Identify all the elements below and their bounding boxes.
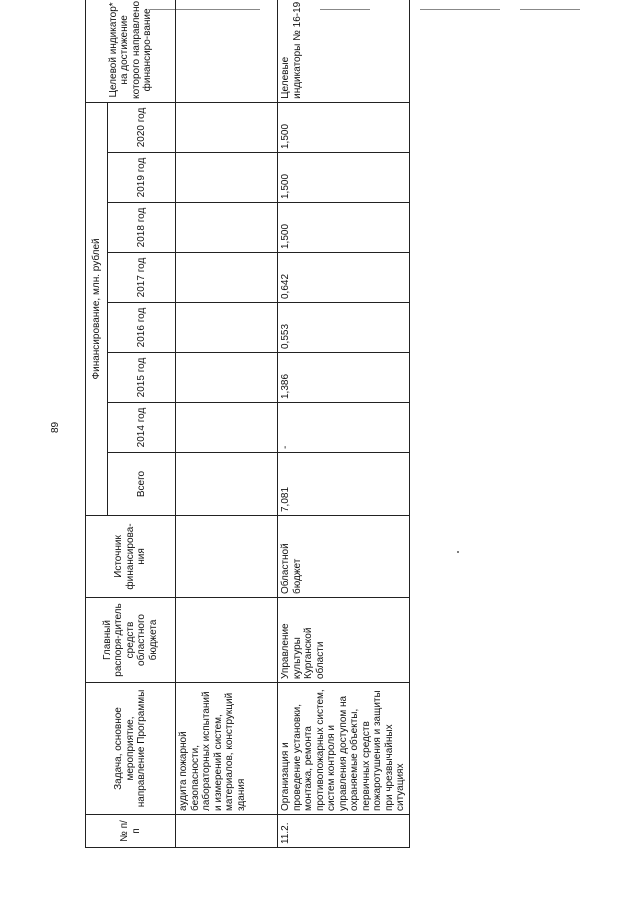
page-number: 89 — [50, 421, 61, 433]
header-year-2019: 2019 год — [108, 153, 176, 203]
cell-task: Организация и проведение установки, монтажа, ремонта противопожарных систем, систем контроля и управления доступом на охраняемые объекты, первичных средств пожаротушения и защиты при чрезвычайных ситуациях — [278, 683, 410, 815]
cell-source: Областной бюджет — [278, 516, 410, 598]
cell-indicator — [176, 0, 278, 102]
cell-year-2015: 1,386 — [278, 353, 410, 403]
header-year-2018: 2018 год — [108, 203, 176, 253]
header-financing: Финансирование, млн. рублей — [86, 102, 108, 515]
header-no: № п/п — [86, 815, 176, 848]
cell-manager: Управление культуры Курганской области — [278, 598, 410, 683]
cell-task: аудита пожарной безопасности, лабораторных испытаний и измерений систем, материалов, конструкций здания — [176, 683, 278, 815]
table-row — [278, 0, 410, 848]
header-total: Всего — [108, 453, 176, 516]
scan-dot — [457, 551, 459, 553]
cell-year-2020: 1,500 — [278, 102, 410, 152]
cell-no: 11.2. — [278, 815, 410, 848]
cell-no — [176, 815, 278, 848]
cell-year-2015 — [176, 353, 278, 403]
cell-year-2017: 0,642 — [278, 253, 410, 303]
cell-source — [176, 516, 278, 598]
header-task: Задача, основное мероприятие, направление Программы — [86, 683, 176, 815]
cell-year-2019: 1,500 — [278, 153, 410, 203]
cell-year-2019 — [176, 153, 278, 203]
cell-indicator: Целевые индикаторы № 16-19 — [278, 0, 410, 102]
cell-year-2017 — [176, 253, 278, 303]
financing-table — [85, 0, 410, 848]
cell-year-2016 — [176, 303, 278, 353]
cell-year-2018 — [176, 203, 278, 253]
rotated-table-container — [85, 0, 406, 848]
header-year-2014: 2014 год — [108, 403, 176, 453]
cell-year-2020 — [176, 102, 278, 152]
scan-mark — [420, 9, 500, 10]
cell-year-2014 — [176, 403, 278, 453]
cell-manager — [176, 598, 278, 683]
table-row — [176, 0, 278, 848]
header-source: Источник финансирова-ния — [86, 516, 176, 598]
header-manager: Главный распоря-дитель средств областного бюджета — [86, 598, 176, 683]
cell-year-2014: - — [278, 403, 410, 453]
cell-total — [176, 453, 278, 516]
cell-total: 7,081 — [278, 453, 410, 516]
cell-year-2018: 1,500 — [278, 203, 410, 253]
cell-year-2016: 0,553 — [278, 303, 410, 353]
header-year-2020: 2020 год — [108, 102, 176, 152]
header-indicator: Целевой индикатор* на достижение которого направлено финансиро-вание — [86, 0, 176, 102]
header-year-2017: 2017 год — [108, 253, 176, 303]
header-year-2015: 2015 год — [108, 353, 176, 403]
scan-mark — [520, 9, 580, 10]
header-year-2016: 2016 год — [108, 303, 176, 353]
